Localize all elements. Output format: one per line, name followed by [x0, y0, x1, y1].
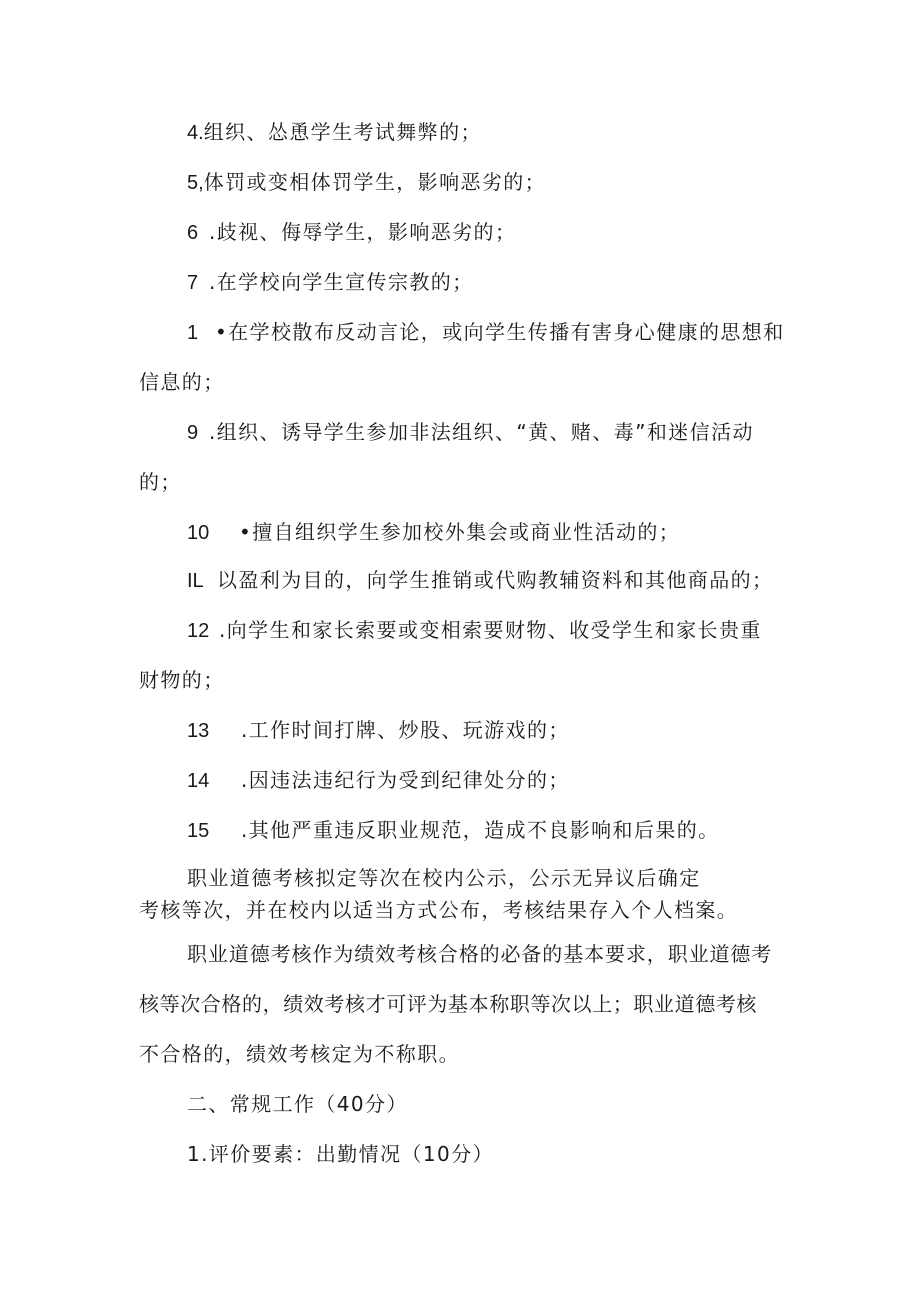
paragraph-line [139, 990, 757, 1018]
item-text: 组织、怂恿学生考试舞弊的； [203, 120, 482, 144]
list-item-4 [187, 118, 482, 147]
item-text: •擅自组织学生参加校外集会或商业性活动的； [239, 520, 681, 544]
item-text: .组织、诱导学生参加非法组织、“黄、赌、毒”和迷信活动 [209, 420, 754, 444]
list-item-10 [187, 518, 680, 547]
list-item-14 [187, 766, 570, 795]
item-text: .因违法违纪行为受到纪律处分的； [241, 768, 570, 792]
item-text: .工作时间打牌、炒股、玩游戏的； [241, 718, 570, 742]
item-text: 以盈利为目的，向学生推销或代购教辅资料和其他商品的； [217, 568, 774, 592]
item-number: 12 [187, 620, 210, 642]
list-item-8 [187, 318, 785, 347]
item-text: 信息的； [139, 370, 225, 394]
heading-text: 1.评价要素：出勤情况（10分） [187, 1142, 494, 1166]
paragraph-text: 职业道德考核拟定等次在校内公示，公示无异议后确定 [187, 866, 701, 890]
item-number: 13 [187, 720, 210, 742]
item-number: 14 [187, 770, 210, 792]
item-number: IL [187, 570, 204, 592]
heading-text: 二、常规工作（40分） [187, 1092, 408, 1116]
item-text: 体罚或变相体罚学生，影响恶劣的； [203, 170, 547, 194]
list-item-9 [187, 418, 754, 447]
continuation-line [139, 468, 182, 496]
item-number: 10 [187, 522, 210, 544]
item-text: •在学校散布反动言论，或向学生传播有害身心健康的思想和 [215, 320, 785, 344]
paragraph-text: 核等次合格的，绩效考核才可评为基本称职等次以上；职业道德考核 [139, 992, 757, 1016]
list-item-7 [187, 268, 474, 297]
item-text: .向学生和家长索要或变相索要财物、收受学生和家长贵重 [219, 618, 762, 642]
item-number: 7 [187, 272, 199, 294]
paragraph-line [187, 864, 701, 892]
item-number: 6 [187, 222, 199, 244]
list-item-6 [187, 218, 516, 247]
list-item-13 [187, 716, 570, 745]
section-heading [187, 1090, 408, 1118]
item-number: 15 [187, 820, 210, 842]
item-text: .其他严重违反职业规范，造成不良影响和后果的。 [241, 818, 720, 842]
list-item-15 [187, 816, 720, 845]
paragraph-text: 职业道德考核作为绩效考核合格的必备的基本要求，职业道德考 [187, 942, 773, 966]
item-number: 1 [187, 322, 199, 344]
item-text: .在学校向学生宣传宗教的； [209, 270, 474, 294]
paragraph-line [139, 1040, 460, 1068]
item-text: .歧视、侮辱学生，影响恶劣的； [209, 220, 517, 244]
paragraph-line [139, 896, 738, 924]
paragraph-line [187, 940, 772, 968]
item-number: 5, [187, 172, 204, 194]
continuation-line [139, 666, 225, 694]
list-item-11 [187, 566, 773, 595]
paragraph-text: 不合格的，绩效考核定为不称职。 [139, 1042, 460, 1066]
item-number: 4. [187, 122, 204, 144]
paragraph-text: 考核等次，并在校内以适当方式公布，考核结果存入个人档案。 [139, 898, 739, 922]
subsection-heading [187, 1140, 494, 1168]
item-text: 的； [139, 470, 182, 494]
continuation-line [139, 368, 225, 396]
item-text: 财物的； [139, 668, 225, 692]
item-number: 9 [187, 422, 199, 444]
list-item-12 [187, 616, 762, 645]
list-item-5 [187, 168, 546, 197]
